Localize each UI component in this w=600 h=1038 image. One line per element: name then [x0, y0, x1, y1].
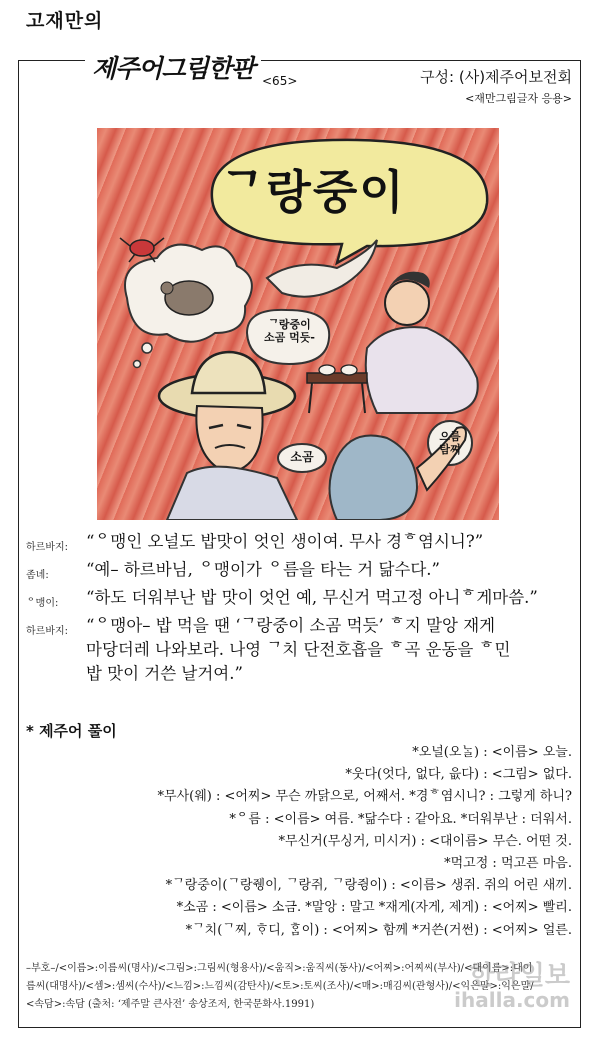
- episode-number: <65>: [262, 74, 298, 88]
- glossary-list: [32, 742, 572, 942]
- glossary-item: *소곰 : <이름> 소금. *말앙 : 말고 *재게(자게, 제게) : <어찌> 빨리.: [176, 900, 572, 916]
- glossary-item: *무신거(무싱거, 미시거) : <대이름> 무슨. 어떤 것.: [278, 833, 572, 849]
- speech-text: “ᄋ맹아– 밥 먹을 땐 ‘ᄀ랑중이 소곰 먹듯’ ᄒ지 말앙 재게 마당더레 나와보라. 나영 ᄀ치 단전호흡을 ᄒ곡 운동을 ᄒ민 밥 맛이 거쓴 날거여.”: [86, 616, 511, 683]
- glossary-title: * 제주어 풀이: [26, 722, 117, 740]
- center-bubble-line-1: ᄀ랑중이: [268, 318, 311, 331]
- footnote-line: 름씨(대명사)/<셈>:셈씨(수사)/<느낌>:느낌씨(감탄사)/<토>:토씨(조사)/<매>:매김씨(관형사)/<익은말>:익은말/: [26, 981, 534, 992]
- series-name: 고재만의: [26, 10, 104, 32]
- watermark: [454, 955, 570, 1012]
- glossary-item: *무사(웨) : <어찌> 무슨 까닭으로, 어째서. *경ᄒ염시니? : 그렇게 하니?: [157, 789, 572, 805]
- footnote-line: –부호–/<이름>:이름씨(명사)/<그림>:그림씨(형용사)/<움직>:움직씨(동사)/<어찌>:어찌씨(부사)/<대이름>:대이: [26, 963, 533, 974]
- speaker-label: 하르바지:: [26, 542, 69, 553]
- banner-title: [85, 47, 261, 87]
- right-bubble-line-1: 으름: [439, 430, 461, 443]
- banner-title-text: 제주어그림한판: [91, 54, 255, 83]
- speaker-label: ᄋ맹이:: [26, 598, 59, 609]
- speech-text: “하도 더워부난 밥 맛이 엇언 예, 무신거 먹고정 아니ᄒ게마씀.”: [86, 588, 538, 607]
- center-bubble-line-2: 소곰 먹듯-: [264, 331, 315, 344]
- credit-block: [420, 66, 572, 106]
- glossary-item: *ᄀ치(ᄀ찌, ᄒᆞ디, ᄒᆞᆷ이) : <어찌> 함께 *거쓴(거썬) : <어찌> 얼른.: [185, 922, 572, 938]
- center-bubble-text: [252, 318, 327, 344]
- salt-label: 소곰: [290, 450, 314, 464]
- speech-text: “예– 하르바님, ᄋ맹이가 ᄋ름을 타는 거 닮수다.”: [86, 560, 440, 579]
- right-bubble-text: [430, 430, 470, 456]
- grandfather-face-shape: [196, 406, 262, 473]
- footnote-line: <속담>:속담 (출처: ‘제주말 큰사전’ 송상조저, 한국문화사.1991): [26, 999, 315, 1010]
- girl-dress-shape: [366, 327, 478, 413]
- dialogue-line: [26, 530, 586, 554]
- glossary-item: *오널(오ᄂᆞᆯ) : <이름> 오늘.: [412, 745, 572, 760]
- speaker-label: 하르바지:: [26, 626, 69, 637]
- grandfather-robe-shape: [167, 467, 297, 520]
- speech-text: “ᄋ맹인 오널도 밥맛이 엇인 생이여. 무사 경ᄒ염시니?”: [86, 532, 484, 551]
- hat-crown-shape: [192, 352, 265, 393]
- right-bubble-line-2: 탐쪄: [439, 443, 461, 456]
- mouse-ear-shape: [161, 282, 173, 294]
- watermark-line-2: ihalla.com: [454, 988, 570, 1012]
- girl-head-shape: [385, 281, 429, 325]
- watermark-line-1: 한라일보: [469, 961, 570, 991]
- glossary-item: *ᄀ랑중이(ᄀ랑쥉이, ᄀ랑쥐, ᄀ랑쥥이) : <이름> 생쥐. 쥐의 어린 새끼.: [165, 878, 572, 894]
- glossary-item: *ᄋ름 : <이름> 여름. *닮수다 : 같아요. *더워부난 : 더워서.: [229, 811, 572, 827]
- illustration-title: ᄀ랑중이: [220, 165, 406, 219]
- credit-sub-line: <재만그림글자 응용>: [465, 92, 572, 105]
- dialogue-block: [26, 530, 586, 690]
- crab-shape: [130, 240, 154, 256]
- dialogue-line: [26, 614, 586, 686]
- table-shape: [307, 373, 367, 383]
- glossary-item: *먹고정 : 먹고픈 마음.: [444, 856, 572, 872]
- credit-line: 구성: (사)제주어보전회: [420, 68, 572, 86]
- cartoon-illustration: [97, 128, 499, 520]
- dialogue-line: [26, 558, 586, 582]
- salt-sack-shape: [330, 436, 418, 521]
- dialogue-line: [26, 586, 586, 610]
- speaker-label: 좀녜:: [26, 570, 49, 581]
- glossary-item: *웃다(엇다, 없다, 읎다) : <그림> 없다.: [345, 767, 572, 783]
